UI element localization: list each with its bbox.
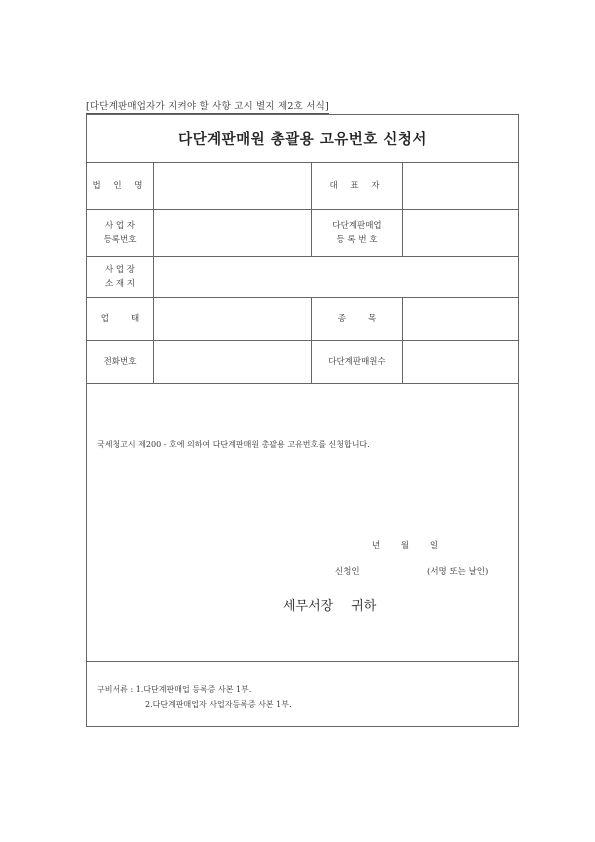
label-representative: 대 표 자 bbox=[329, 180, 385, 191]
label-mlm-reg-no: 다단계판매업 등 록 번 호 bbox=[332, 221, 382, 245]
form-title: 다단계판매원 총괄용 고유번호 신청서 bbox=[87, 115, 518, 163]
value-corp-name[interactable] bbox=[154, 162, 310, 209]
value-item[interactable] bbox=[403, 298, 518, 340]
label-biz-location: 사 업 장 소 재 지 bbox=[104, 265, 136, 289]
row-corp-name bbox=[87, 162, 518, 210]
value-mlm-reg-no[interactable] bbox=[403, 210, 518, 256]
footer-divider bbox=[87, 661, 518, 662]
tax-office-label: 세무서장 bbox=[283, 599, 334, 614]
addressee-suffix: 귀하 bbox=[351, 599, 377, 614]
date-month: 월 bbox=[400, 541, 410, 551]
value-business-type[interactable] bbox=[154, 298, 310, 340]
applicant-label: 신청인 bbox=[335, 567, 360, 577]
row-biz-location bbox=[87, 257, 518, 298]
addressee bbox=[283, 595, 376, 614]
label-business-type: 업 태 bbox=[100, 314, 140, 324]
row-registration-numbers bbox=[87, 210, 518, 257]
value-seller-count[interactable] bbox=[403, 341, 518, 383]
signature-note: (서명 또는 날인) bbox=[427, 567, 489, 577]
attachment-line-1: 구비서류 : 1.다단계판매업 등록증 사본 1부. bbox=[97, 685, 252, 694]
row-business-type bbox=[87, 298, 518, 341]
value-biz-reg-no[interactable] bbox=[154, 210, 310, 256]
date-year: 년 bbox=[372, 541, 381, 551]
value-representative[interactable] bbox=[403, 162, 518, 209]
form-caption: [다단계판매업자가 지켜야 할 사항 고시 별지 제2호 서식] bbox=[86, 101, 329, 112]
label-item: 종 목 bbox=[337, 314, 377, 324]
label-corp-name: 법 인 명 bbox=[92, 180, 148, 191]
application-form bbox=[86, 114, 519, 727]
label-phone: 전화번호 bbox=[103, 357, 137, 367]
attachment-line-2: 2.다단계판매업자 사업자등록증 사본 1부. bbox=[145, 700, 292, 709]
value-biz-location[interactable] bbox=[154, 257, 518, 297]
value-phone[interactable] bbox=[154, 341, 310, 383]
row-phone bbox=[87, 341, 518, 384]
label-seller-count: 다단계판매원수 bbox=[328, 357, 386, 367]
application-statement: 국세청고시 제200 - 호에 의하여 다단계판매원 총괄용 고유번호를 신청합니다. bbox=[97, 440, 370, 449]
date-day: 일 bbox=[429, 541, 439, 551]
application-date bbox=[372, 539, 456, 551]
label-biz-reg-no: 사 업 자 등록번호 bbox=[103, 221, 137, 245]
